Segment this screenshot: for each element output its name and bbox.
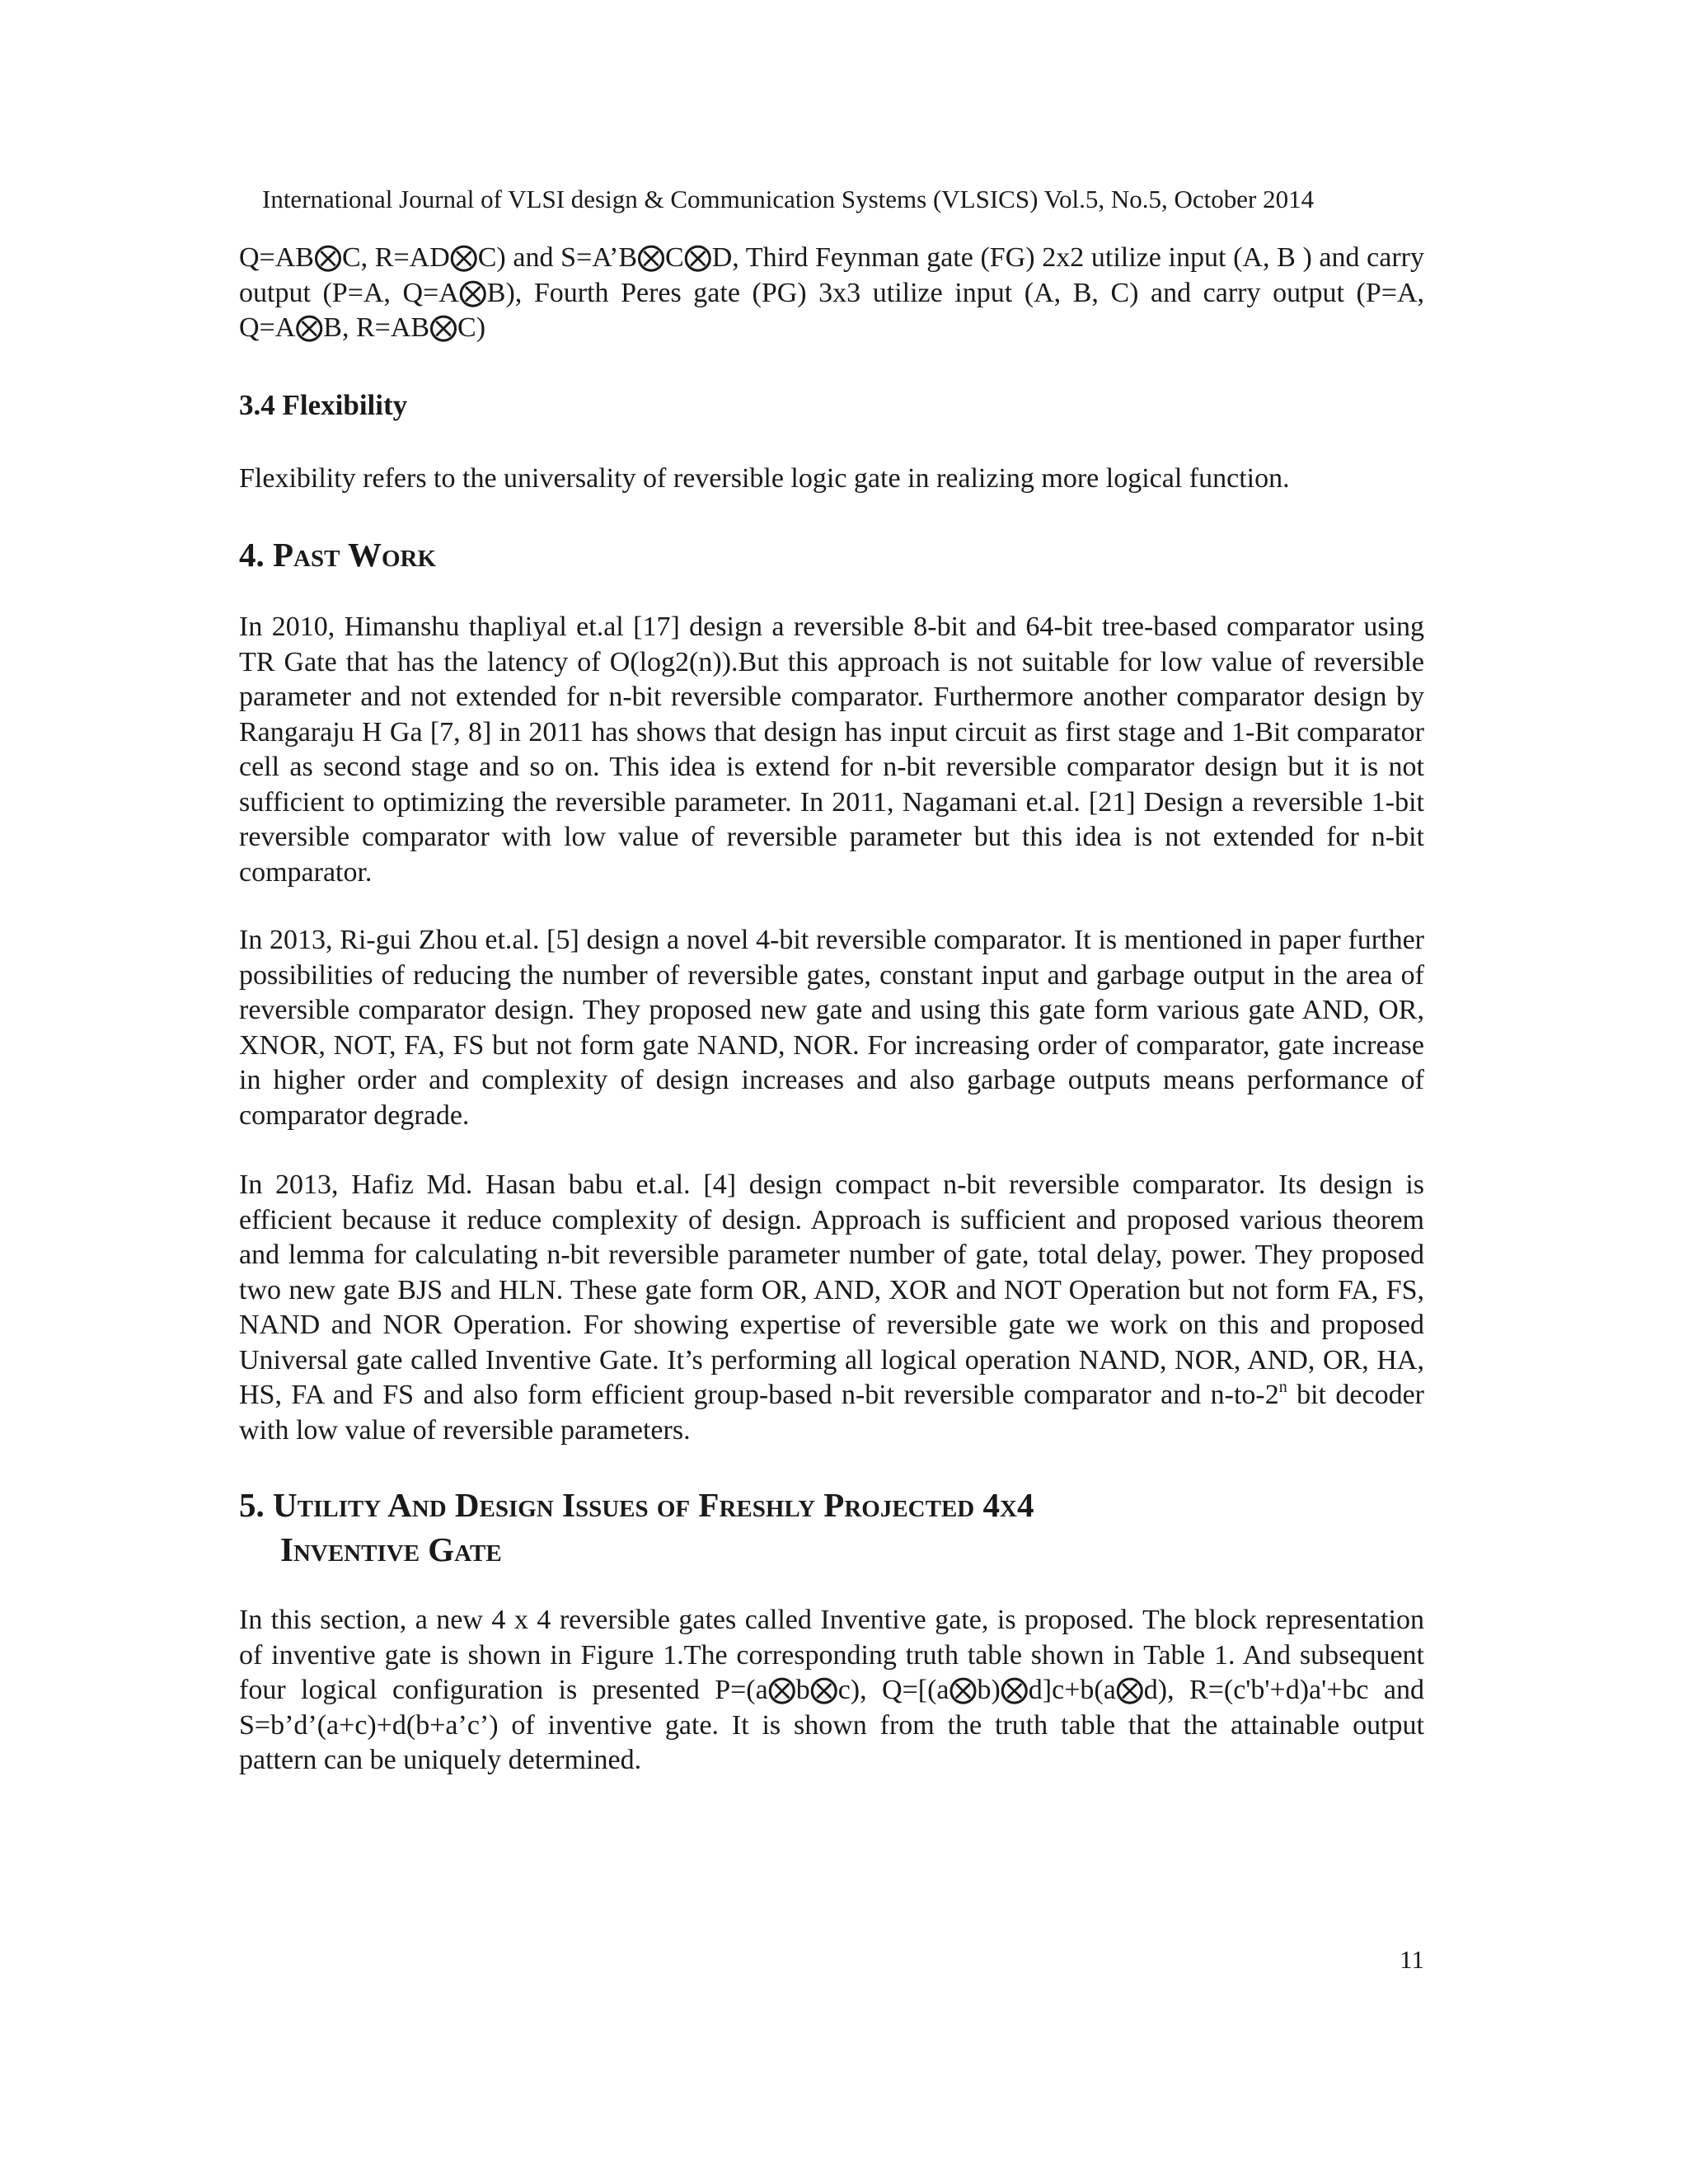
section-4-heading: 4. Past Work [239, 536, 437, 574]
past-work-paragraph-3-text: In 2013, Hafiz Md. Hasan babu et.al. [4] design compact n-bit reversible comparator. Its design is efficient because it reduce complexity of design. Approach is sufficient and proposed various theorem and lemma for calculating n-bit reversible parameter number of gate, total delay, power. They proposed two new gate BJS and HLN. These gate form OR, AND, XOR and NOT Operation but not form FA, FS, NAND and NOR Operation. For showing expertise of reversible gate we work on this and proposed Universal gate called Inventive Gate. It’s performing all logical operation NAND, NOR, AND, OR, HA, HS, FA and FS and also form efficient group-based n-bit reversible comparator and n-to-2 [239, 1169, 1424, 1410]
flexibility-paragraph: Flexibility refers to the universality of reversible logic gate in realizing more logical function. [239, 462, 1290, 494]
section-5-heading-line-1: 5. Utility And Design Issues of Freshly Projected 4x4 [239, 1486, 1034, 1524]
section-3-4-heading: 3.4 Flexibility [239, 388, 408, 421]
section-5-heading-line-2: Inventive Gate [280, 1530, 502, 1568]
past-work-paragraph-1: In 2010, Himanshu thapliyal et.al [17] design a reversible 8-bit and 64-bit tree-based comparator using TR Gate that has the latency of O(log2(n)).But this approach is not suitable for low value of reversible parameter and not extended for n-bit reversible comparator. Furthermore another comparator design by Rangaraju H Ga [7, 8] in 2011 has shows that design has input circuit as first stage and 1-Bit comparator cell as second stage and so on. This idea is extend for n-bit reversible comparator design but it is not sufficient to optimizing the reversible parameter. In 2011, Nagamani et.al. [21] Design a reversible 1-bit reversible comparator with low value of reversible parameter but this idea is not extended for n-bit comparator. [239, 612, 1424, 888]
running-header: International Journal of VLSI design & Communication Systems (VLSICS) Vol.5, No.5, October 2014 [262, 185, 1315, 213]
page-number: 11 [1400, 1945, 1424, 1974]
page-content [239, 241, 1424, 1779]
past-work-paragraph-2: In 2013, Ri-gui Zhou et.al. [5] design a novel 4-bit reversible comparator. It is mentioned in paper further possibilities of reducing the number of reversible gates, constant input and garbage output in the area of reversible comparator design. They proposed new gate and using this gate form various gate AND, OR, XNOR, NOT, FA, FS but not form gate NAND, NOR. For increasing order of comparator, gate increase in higher order and complexity of design increases and also garbage outputs means performance of comparator degrade. [239, 925, 1424, 1131]
past-work-paragraph-3-tail: bit decoder with low value of reversible parameters. [239, 1380, 1424, 1446]
superscript-n: n [1278, 1378, 1287, 1396]
intro-paragraph: Q=AB⨂C, R=AD⨂C) and S=A’B⨂C⨂D, Third Feynman gate (FG) 2x2 utilize input (A, B ) and carry output (P=A, Q=A⨂B), Fourth Peres gate (PG) 3x3 utilize input (A, B, C) and carry output (P=A, Q=A⨂B, R=AB⨂C) [239, 242, 1424, 343]
past-work-paragraph-3 [239, 1168, 1424, 1448]
inventive-gate-paragraph: In this section, a new 4 x 4 reversible gates called Inventive gate, is proposed. The block representation of inventive gate is shown in Figure 1.The corresponding truth table shown in Table 1. And subsequent four logical configuration is presented P=(a⨂b⨂c), Q=[(a⨂b)⨂d]c+b(a⨂d), R=(c'b'+d)a'+bc and S=b’d’(a+c)+d(b+a’c’) of inventive gate. It is shown from the truth table that the attainable output pattern can be uniquely determined. [239, 1605, 1424, 1775]
section-5-heading [239, 1483, 1424, 1572]
